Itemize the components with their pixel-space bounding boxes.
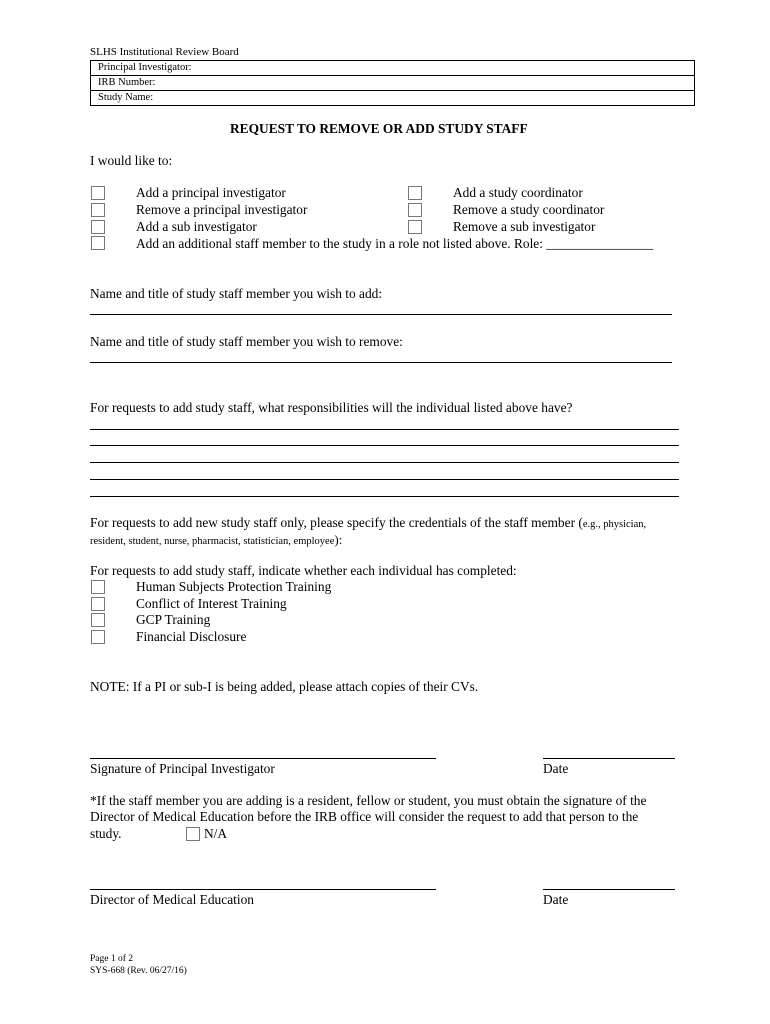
checkbox-coi-training[interactable] [91,597,105,611]
remove-name-label: Name and title of study staff member you wish to remove: [90,334,403,349]
checkbox-gcp-training[interactable] [91,613,105,627]
training-label: For requests to add study staff, indicate whether each individual has completed: [90,563,517,578]
pi-date-line[interactable] [543,758,675,759]
responsibilities-line-1[interactable] [90,429,679,430]
director-signature-line[interactable] [90,889,436,890]
responsibilities-line-2[interactable] [90,445,679,446]
study-info-box [90,60,695,106]
option-add-sub-investigator: Add a sub investigator [136,219,257,234]
director-date-line[interactable] [543,889,675,890]
form-title: REQUEST TO REMOVE OR ADD STUDY STAFF [230,121,528,136]
credentials-label-main: For requests to add new study staff only, please specify the credentials of the staff member ( [90,515,583,530]
org-name: SLHS Institutional Review Board [90,46,239,58]
checkbox-add-coordinator[interactable] [408,186,422,200]
irb-number-field[interactable]: IRB Number: [91,76,694,91]
option-add-coordinator: Add a study coordinator [453,185,583,200]
training-financial: Financial Disclosure [136,629,247,644]
checkbox-remove-pi[interactable] [91,203,105,217]
option-remove-sub-investigator: Remove a sub investigator [453,219,596,234]
study-name-field[interactable]: Study Name: [98,92,154,103]
responsibilities-label: For requests to add study staff, what responsibilities will the individual listed above have? [90,400,573,415]
option-add-other-role: Add an additional staff member to the study in a role not listed above. Role: ________________ [136,236,654,251]
checkbox-remove-coordinator[interactable] [408,203,422,217]
resident-note-line3: study. [90,826,122,841]
na-label: N/A [204,826,228,841]
training-gcp: GCP Training [136,612,211,627]
cv-note: NOTE: If a PI or sub-I is being added, please attach copies of their CVs. [90,679,479,694]
credentials-examples-cont: resident, student, nurse, pharmacist, statistician, employee [90,536,335,547]
director-signature-label: Director of Medical Education [90,892,254,907]
pi-date-label: Date [543,761,569,776]
checkbox-na[interactable] [186,827,200,841]
resident-note-line2: Director of Medical Education before the IRB office will consider the request to add that person to the [90,809,639,824]
checkbox-add-pi[interactable] [91,186,105,200]
credentials-label-examples: e.g., physician, [582,519,647,530]
checkbox-add-sub-investigator[interactable] [91,220,105,234]
page-number: Page 1 of 2 [90,954,134,964]
responsibilities-line-5[interactable] [90,496,679,497]
credentials-label-line2 [90,532,342,548]
checkbox-remove-sub-investigator[interactable] [408,220,422,234]
checkbox-add-other-role[interactable] [91,236,105,250]
remove-name-input-line[interactable] [90,362,672,363]
option-remove-coordinator: Remove a study coordinator [453,202,605,217]
add-name-label: Name and title of study staff member you wish to add: [90,286,383,301]
form-id: SYS-668 (Rev. 06/27/16) [90,966,187,976]
training-hsp: Human Subjects Protection Training [136,579,332,594]
intro-text: I would like to: [90,153,173,168]
option-add-pi: Add a principal investigator [136,185,286,200]
director-date-label: Date [543,892,569,907]
option-remove-pi: Remove a principal investigator [136,202,308,217]
principal-investigator-field[interactable]: Principal Investigator: [91,61,694,76]
checkbox-financial-disclosure[interactable] [91,630,105,644]
credentials-label [90,515,646,531]
responsibilities-line-3[interactable] [90,462,679,463]
resident-note-line1: *If the staff member you are adding is a resident, fellow or student, you must obtain the signature of the [90,793,647,808]
credentials-label-end: ): [334,532,343,547]
pi-signature-line[interactable] [90,758,436,759]
checkbox-hsp-training[interactable] [91,580,105,594]
add-name-input-line[interactable] [90,314,672,315]
pi-signature-label: Signature of Principal Investigator [90,761,275,776]
training-coi: Conflict of Interest Training [136,596,287,611]
responsibilities-line-4[interactable] [90,479,679,480]
